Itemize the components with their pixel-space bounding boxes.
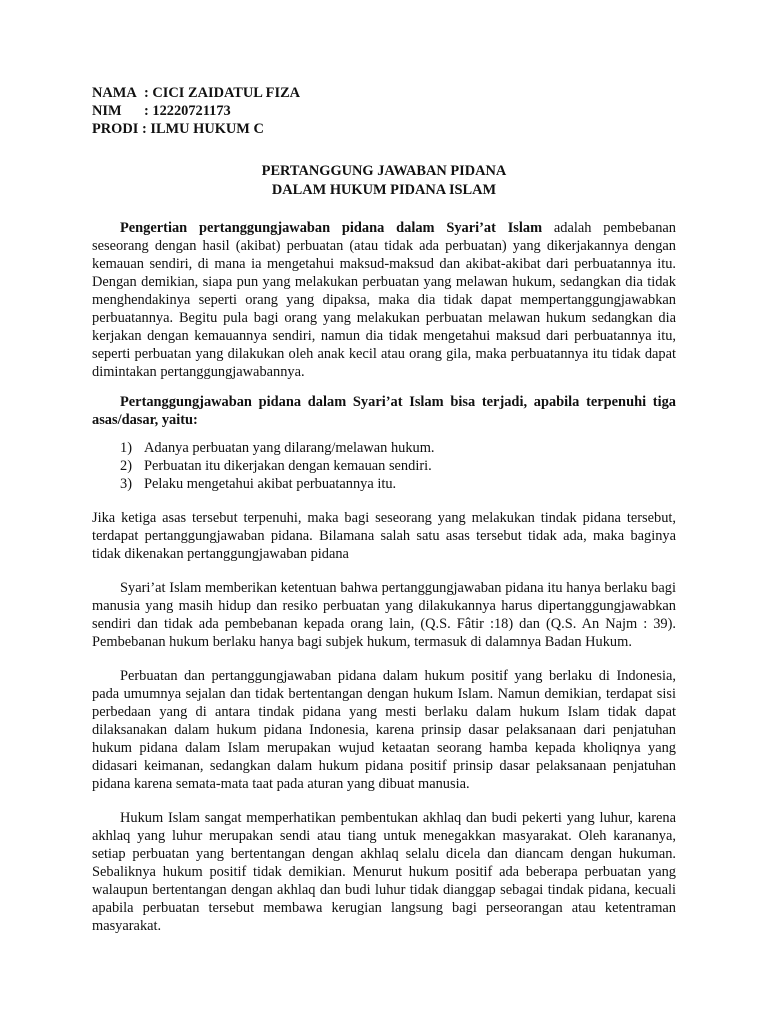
nim-value: : 12220721173 — [144, 103, 231, 119]
definition-bold-lead: Pengertian pertanggungjawaban pidana dalam Syari’at Islam — [120, 220, 543, 236]
list-item — [120, 457, 676, 475]
list-item-number: 3) — [120, 476, 132, 492]
definition-text: adalah pembebanan seseorang dengan hasil (akibat) perbuatan (atau tidak ada perbuatan) yang dikerjakannya dengan kemauan sendiri, di mana ia mengetahui maksud-maksud dan akibat-akibat dari perbuatannya itu. Dengan demikian, siapa pun yang melakukan perbuatan yang melawan hukum, sedangkan dia tidak menghendakinya seperti orang yang dipaksa, maka dia tidak dapat mempertanggungjawabkan perbuatannya. Begitu pula bagi orang yang melakukan perbuatan melawan hukum sedangkan dia kerjakan dengan kemauannya sendiri, namun dia tidak mengetahui maksud dari perbuatannya itu, seperti perbuatan yang dilakukan oleh anak kecil atau orang gila, maka perbuatannya itu tidak dapat dimintakan pertanggungjawabannya. — [92, 220, 676, 380]
paragraph-definition — [92, 219, 676, 381]
prodi-row — [92, 120, 676, 138]
list-item-text: Pelaku mengetahui akibat perbuatannya itu. — [144, 476, 397, 492]
paragraph-conditions-intro — [92, 393, 676, 429]
akhlaq-text: Hukum Islam sangat memperhatikan pembentukan akhlaq dan budi pekerti yang luhur, karena akhlaq yang luhur merupakan sendi atau tiang untuk menegakkan masyarakat. Oleh karananya, setiap perbuatan yang bertentangan dengan akhlaq selalu dicela dan diancam dengan hukuman. Sebaliknya hukum positif tidak demikian. Menurut hukum positif ada beberapa perbuatan yang walaupun bertentangan dengan akhlaq dan budi luhur tidak dianggap sebagai tindak pidana, kecuali apabila perbuatan tersebut membawa kerugian langsung bagi perseorangan atau ketentraman masyarakat. — [92, 810, 676, 934]
list-item — [120, 475, 676, 493]
title-line-1: PERTANGGUNG JAWABAN PIDANA — [261, 163, 507, 179]
syariat-text: Syari’at Islam memberikan ketentuan bahwa pertanggungjawaban pidana itu hanya berlaku bagi manusia yang masih hidup dan resiko perbuatan yang dilakukannya harus dipertanggungjawabkan sendiri dan tidak ada pembebanan kepada orang lain, (Q.S. Fâtir :18) dan (Q.S. An Najm : 39). Pembebanan hukum berlaku hanya bagi subjek hukum, termasuk di dalamnya Badan Hukum. — [92, 580, 676, 650]
student-info — [92, 84, 676, 138]
nama-row — [92, 84, 676, 102]
conditions-intro-text: Pertanggungjawaban pidana dalam Syari’at Islam bisa terjadi, apabila terpenuhi tiga asas/dasar, yaitu: — [92, 394, 676, 428]
paragraph-positive-law — [92, 667, 676, 793]
prodi-text: PRODI : ILMU HUKUM C — [92, 121, 264, 137]
list-item-number: 2) — [120, 458, 132, 474]
document-title — [92, 162, 676, 200]
title-line-2: DALAM HUKUM PIDANA ISLAM — [271, 182, 497, 198]
nim-label: NIM — [92, 103, 122, 119]
conditions-list — [92, 439, 676, 493]
list-item — [120, 439, 676, 457]
nama-label: NAMA — [92, 85, 137, 101]
positive-law-text: Perbuatan dan pertanggungjawaban pidana dalam hukum positif yang berlaku di Indonesia, pada umumnya sejalan dan tidak bertentangan dengan hukum Islam. Namun demikian, terdapat sisi perbedaan yang di antara tindak pidana yang mesti berlaku dalam hukum Islam tidak dapat dilaksanakan dalam hukum pidana Indonesia, karena prinsip dasar pelaksanaan dari penjatuhan hukum pidana dalam Islam merupakan wujud ketaatan seorang hamba kepada kholiqnya yang didasari keimanan, sedangkan dalam hukum pidana positif prinsip dasar pelaksanaan penjatuhan pidana karena semata-mata taat pada aturan yang dibuat manusia. — [92, 668, 676, 792]
nim-row — [92, 102, 676, 120]
conclusion-text: Jika ketiga asas tersebut terpenuhi, maka bagi seseorang yang melakukan tindak pidana tersebut, terdapat pertanggungjawaban pidana. Bilamana salah satu asas tersebut tidak ada, maka baginya tidak dikenakan pertanggungjawaban pidana — [92, 510, 676, 562]
nama-value: : CICI ZAIDATUL FIZA — [144, 85, 301, 101]
list-item-number: 1) — [120, 440, 132, 456]
list-item-text: Adanya perbuatan yang dilarang/melawan hukum. — [144, 440, 435, 456]
paragraph-akhlaq — [92, 809, 676, 935]
paragraph-conclusion — [92, 509, 676, 563]
paragraph-syariat — [92, 579, 676, 651]
list-item-text: Perbuatan itu dikerjakan dengan kemauan sendiri. — [144, 458, 432, 474]
